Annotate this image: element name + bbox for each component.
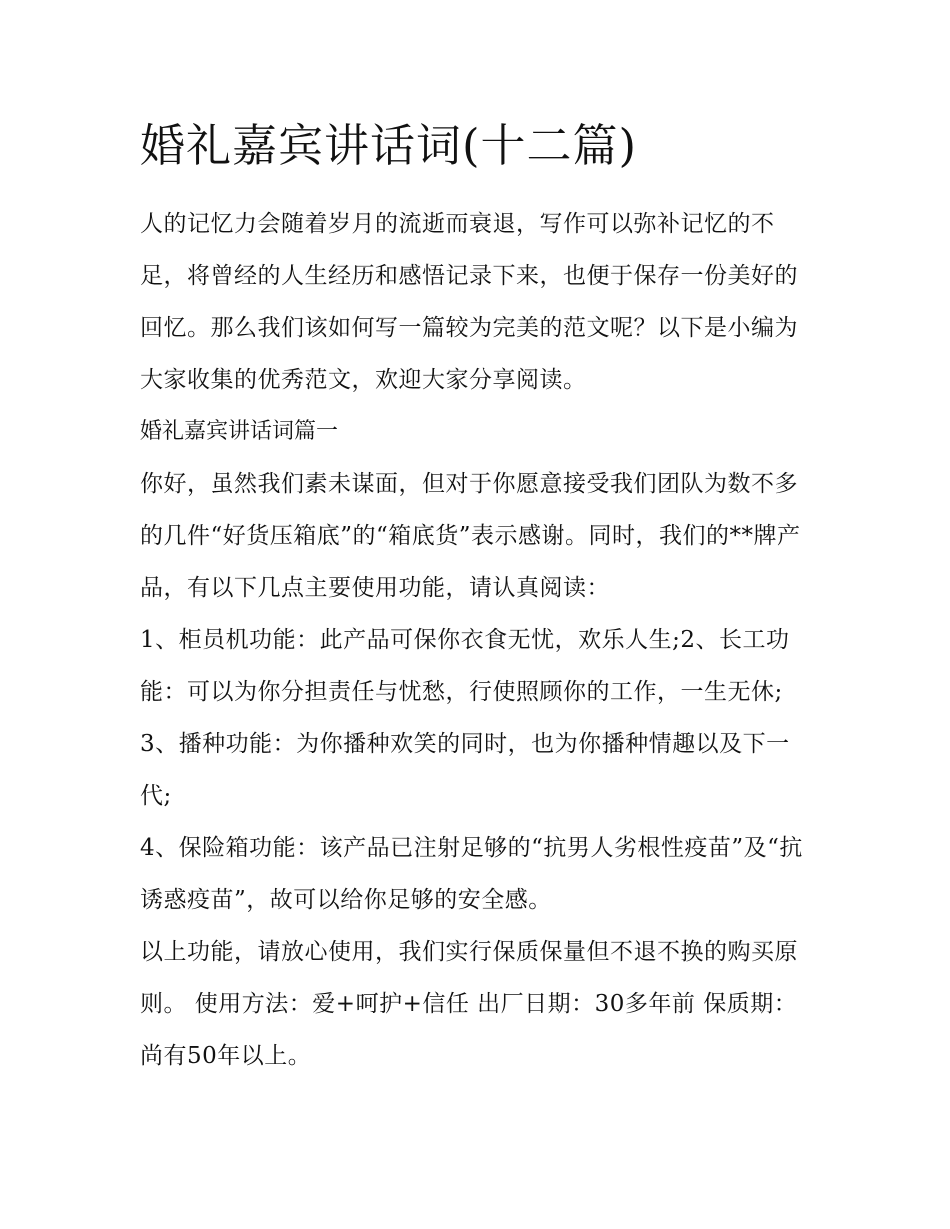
document-page (140, 112, 820, 1082)
body-paragraph-1: 你好，虽然我们素未谋面，但对于你愿意接受我们团队为数不多的几件“好货压箱底”的“箱底货”表示感谢。同时，我们的**牌产品，有以下几点主要使用功能，请认真阅读： (140, 471, 801, 601)
intro-paragraph: 人的记忆力会随着岁月的流逝而衰退，写作可以弥补记忆的不足，将曾经的人生经历和感悟记录下来，也便于保存一份美好的回忆。那么我们该如何写一篇较为完美的范文呢？以下是小编为大家收集的优秀范文，欢迎大家分享阅读。 (140, 211, 798, 393)
section-heading: 婚礼嘉宾讲话词篇一 (140, 419, 339, 444)
body-paragraph-4: 4、保险箱功能：该产品已注射足够的“抗男人劣根性疫苗”及“抗诱惑疫苗”，故可以给你足够的安全感。 (140, 835, 803, 913)
body-paragraph-2: 1、柜员机功能：此产品可保你衣食无忧，欢乐人生;2、长工功能：可以为你分担责任与忧愁，行使照顾你的工作，一生无休; (140, 627, 790, 705)
document-title: 婚礼嘉宾讲话词(十二篇) (140, 119, 638, 172)
body-paragraph-3: 3、播种功能：为你播种欢笑的同时，也为你播种情趣以及下一代; (140, 731, 790, 809)
body-paragraph-5: 以上功能，请放心使用，我们实行保质保量但不退不换的购买原则。 使用方法：爱+呵护+信任 出厂日期：30多年前 保质期：尚有50年以上。 (140, 939, 798, 1069)
